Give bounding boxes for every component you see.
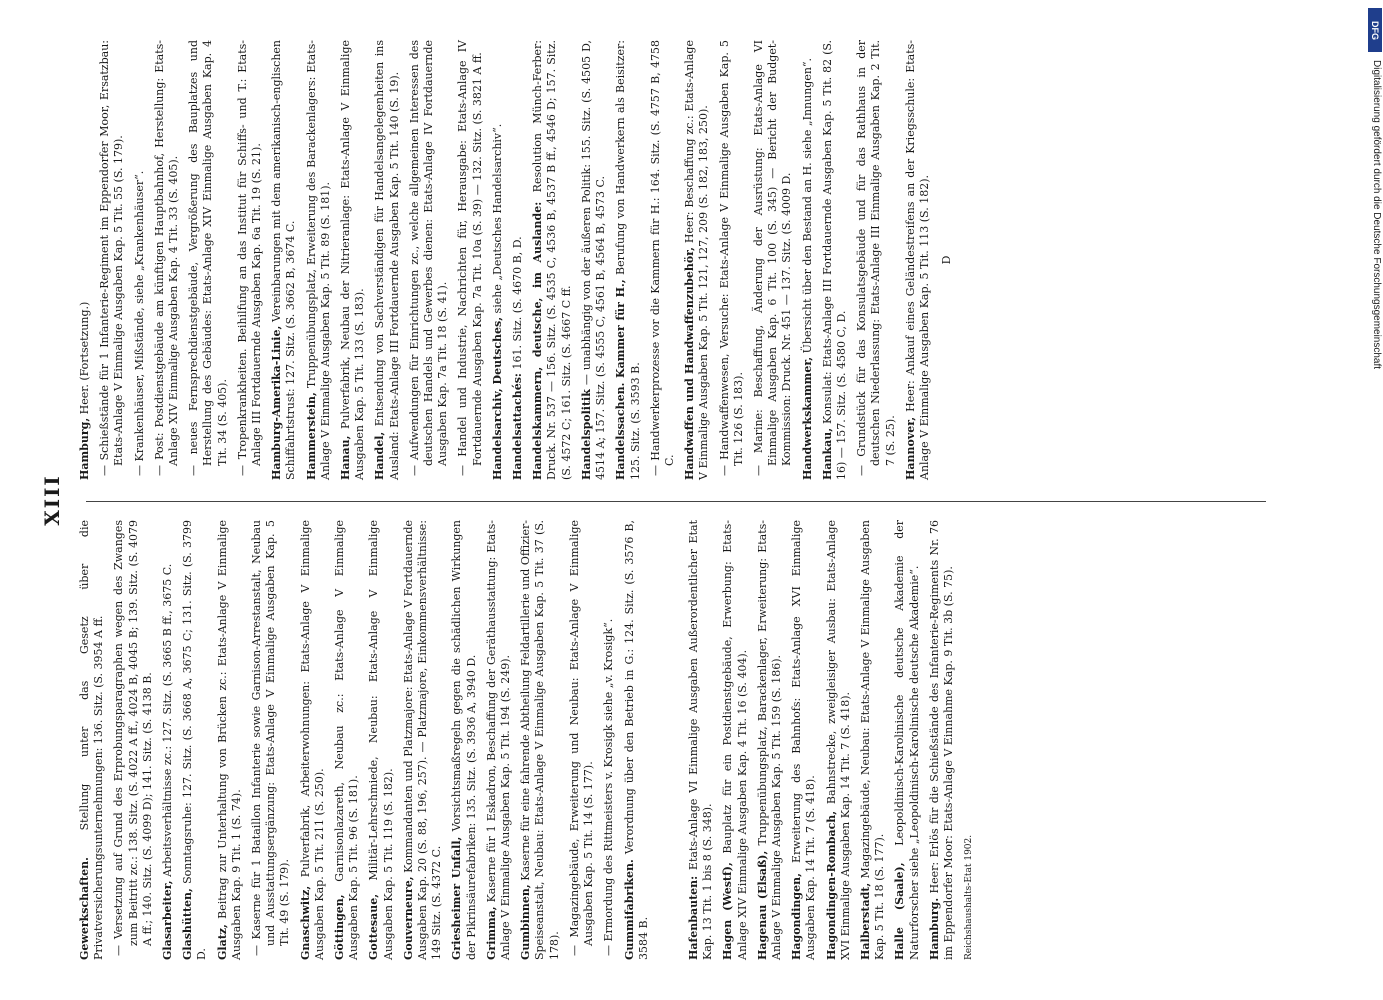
index-entry [78, 40, 92, 480]
entry-heading: Handwaffen und Handwaffenzubehör, [683, 247, 697, 480]
entry-heading: Halberstadt, [858, 882, 872, 960]
right-entries [78, 40, 932, 480]
index-entry [519, 520, 562, 960]
sub-entry: — Handwaffenwesen, Versuche: Etats-Anlage V Einmalige Ausgaben Kap. 5 Tit. 126 (S. 183). [718, 40, 746, 466]
entry-text: Sonntagsruhe: 127. Sitz. (S. 3668 A, 3675 C; 131. Sitz. (S. 3799 D. [181, 520, 209, 960]
index-entry [893, 520, 921, 960]
sub-entry: — Schießstände für 1 Infanterie-Regiment im Eppendorfer Moor, Ersatzbau: Etats-Anlage V Einmalige Ausgaben Kap. 5 Tit. 55 (S. 179). [98, 40, 126, 466]
index-entry [756, 520, 784, 960]
entry-heading: Handelsattachés: [511, 373, 525, 480]
rotated-page [28, 20, 1328, 980]
index-entry [373, 40, 401, 480]
entry-heading: Handelspolitik [579, 389, 593, 480]
entry-heading: Hagondingen-Rombach, [824, 810, 838, 960]
index-entry [402, 520, 445, 960]
left-column [78, 520, 976, 960]
entry-text: Stellung unter das Gesetz über die Privatversicherungsunternehmungen: 136. Sitz. (S. 3954 A ff. [78, 520, 106, 960]
sub-entry: — Kaserne für 1 Bataillon Infanterie sowie Garnison-Arrestanstalt, Neubau und Ausstattungsergänzung: Etats-Anlage V Einmalige Ausgaben Kap. 5 Tit. 49 (S. 179). [250, 520, 293, 946]
entry-heading: Griesheimer Unfall, [450, 836, 464, 960]
budget-footer: Reichshaushalts-Etat 1902. [964, 834, 975, 960]
index-entry [299, 520, 327, 960]
entry-heading: Gnaschwitz, [298, 885, 312, 960]
index-entry [78, 520, 106, 960]
entry-heading: Halle (Saale), [893, 862, 907, 960]
sub-entry: — Post: Postdienstgebäude am künftigen Hauptbahnhof, Herstellung: Etats-Anlage XIV Einmalige Ausgaben Kap. 4 Tit. 33 (S. 405). [153, 40, 181, 466]
sub-entry: — Ermordung des Rittmeisters v. Krosigk siehe „v. Krosigk“. [602, 520, 616, 946]
index-entry [801, 40, 815, 480]
entry-heading: Handwerkskammer, [800, 356, 814, 480]
entry-text: siehe „Deutsches Handelsarchiv“. [490, 123, 504, 314]
entry-heading: Hamburg, [78, 417, 91, 480]
sub-entry: — Versetzung auf Grund des Erprobungsparagraphen wegen des Zwanges zum Beitritt zc.: 138. Sitz. (S. 4022 A ff., 4024 B, 4045 B; 139. Sitz. (S. 4079 A ff.; 140. Sitz. (S. 4099 D); 141. Sitz. (S. 4138 B. [112, 520, 155, 946]
entry-heading: Gummifabriken. [622, 859, 636, 960]
index-entry [580, 40, 608, 480]
page-number: XIII [40, 474, 64, 526]
sub-entry: — neues Fernsprechdienstgebäude, Vergrößerung des Bauplatzes und Herstellung des Gebäudes: Etats-Anlage XIV Einmalige Ausgaben Kap. 4 Tit. 34 (S. 405). [187, 40, 230, 466]
entry-heading: Gewerkschaften. [78, 857, 91, 960]
index-entry [333, 520, 361, 960]
entry-heading: Göttingen, [333, 894, 347, 960]
entry-heading: Hagenau (Elsaß), [755, 850, 769, 960]
left-entries [78, 520, 956, 960]
entry-text: Bahnstrecke, zweigleisiger Ausbau: Etats-Anlage XVI Einmalige Ausgaben Kap. 14 Tit. 7 (S. 418). [824, 519, 852, 960]
margin-credit-text: Digitalisierung gefördert durch die Deutsche Forschungsgemeinschaft [1371, 60, 1382, 370]
margin-credit [1370, 60, 1382, 950]
dfg-logo: DFG [1368, 8, 1382, 52]
entry-text: Heer: Beschaffung zc.: Etats-Anlage V Einmalige Ausgaben Kap. 5 Tit. 121, 127, 209 (S. 182, 183, 250). [683, 40, 711, 480]
entry-text: Kommandanten und Platzmajore: Etats-Anlage V Fortdauernde Ausgaben Kap. 20 (S. 88, 196, 257). — Platzmajore, Einkommensverhältnisse: 149 Sitz. (S. 4372 C. [401, 520, 444, 960]
entry-text: Übersicht über den Bestand an H. siehe „Innungen“. [800, 57, 814, 354]
entry-text: 161. Sitz. (S. 4670 B, D. [511, 236, 525, 370]
entry-text: Verordnung über den Betrieb in G.: 124. Sitz. (S. 3576 B, 3584 B. [622, 520, 650, 960]
entry-text: Heer: Ankauf eines Geländestreifens an der Kriegsschule: Etats-Anlage V Einmalige Ausgaben Kap. 5 Tit. 113 (S. 182). [903, 40, 931, 480]
entry-text: Arbeitsverhältnisse zc.: 127. Sitz. (S. 3665 B ff., 3675 C. [161, 563, 175, 877]
entry-heading: Hamburg-Amerika-Linie, [270, 325, 284, 480]
entry-text: Truppenübungsplatz, Barackenlager, Erweiterung: Etats-Anlage V Einmalige Ausgaben Kap. 5 Tit. 159 (S. 186). [755, 520, 783, 960]
index-entry [531, 40, 574, 480]
index-entry [859, 520, 887, 960]
entry-heading: Hammerstein, [304, 392, 318, 480]
entry-text: Kaserne für 1 Eskadron, Beschaffung der Geräthausstattung: Etats-Anlage V Einmalige Ausgaben Kap. 5 Tit. 194 (S. 249). [484, 520, 513, 960]
column-divider [86, 501, 1266, 502]
index-entry [825, 520, 853, 960]
signature-mark: D [940, 255, 954, 265]
entry-text: Heer. (Fortsetzung.) [78, 301, 91, 415]
entry-text: Truppenübungsplatz, Erweiterung des Barackenlagers: Etats-Anlage V Einmalige Ausgaben Kap. 5 Tit. 89 (S. 181). [304, 39, 332, 480]
index-entry [181, 520, 209, 960]
right-column [78, 40, 954, 480]
index-entry [485, 520, 513, 960]
index-entry [216, 520, 244, 960]
entry-text: Bauplatz für ein Postdienstgebäude, Erwerbung: Etats-Anlage XIV Einmalige Ausgaben Kap. 4 Tit. 16 (S. 404). [721, 519, 749, 960]
entry-text: Pulverfabrik, Arbeiterwohnungen: Etats-Anlage V Einmalige Ausgaben Kap. 5 Tit. 211 (S. 250). [298, 520, 326, 960]
sub-entry: — Krankenhäuser, Mißstände, siehe „Krankenhäuser“. [133, 40, 147, 466]
sub-entry: — Grundstück für das Konsulatsgebäude und für das Rathhaus in der deutschen Niederlassung: Etats-Anlage III Einmalige Ausgaben Kap. 2 Tit. 7 (S. 25). [855, 40, 898, 466]
index-entry [367, 520, 395, 960]
sub-entry: — Tropenkrankheiten. Beihilfung an das Institut für Schiffs- und T.: Etats-Anlage III Fortdauernde Ausgaben Kap. 6a Tit. 19 (S. 21). [236, 40, 264, 466]
index-entry [683, 40, 711, 480]
entry-heading: Glatz, [215, 924, 229, 960]
entry-heading: Hankau, [820, 427, 834, 480]
entry-text: Heer: Erlös für die Schießstände des Infanterie-Regiments Nr. 76 im Eppendorfer Moor: Etats-Anlage V Einnahme Kap. 9 Tit. 3b (S. 75). [927, 519, 955, 960]
sub-entry: — Handwerkerprozesse vor die Kammern für H.: 164. Sitz. (S. 4757 B, 4758 C. [649, 40, 677, 466]
index-entry [491, 40, 505, 480]
index-entry [161, 520, 175, 960]
entry-text: Berufung von Handwerkern als Beisitzer: 125. Sitz. (S. 3593 B. [614, 39, 642, 480]
entry-heading: Hagondingen, [790, 873, 804, 960]
index-entry [511, 40, 525, 480]
entry-text: Entsendung von Sachverständigen für Handelsangelegenheiten ins Ausland: Etats-Anlage III Fortdauernde Ausgaben Kap. 5 Tit. 140 (S. 19). [373, 40, 401, 480]
entry-heading: Glashütten, [181, 888, 195, 960]
sub-entry: — Marine: Beschaffung, Änderung der Ausrüstung: Etats-Anlage VI Einmalige Ausgaben Kap. 6 Tit. 100 (S. 345) — Bericht der Budget-Kommission: Druck. Nr. 451 — 137. Sitz. (S. 4009 D. [752, 40, 795, 466]
index-entry [623, 520, 651, 960]
entry-heading: Gumbinnen, [519, 884, 533, 960]
index-entry [721, 520, 749, 960]
entry-text: Beitrag zur Unterhaltung von Brücken zc.: Etats-Anlage V Einmalige Ausgaben Kap. 9 Tit. 1 (S. 74). [215, 520, 243, 960]
index-entry [790, 520, 818, 960]
entry-heading: Hafenbauten: [686, 875, 700, 960]
entry-text: Garnisonlazareth, Neubau zc.: Etats-Anlage V Einmalige Ausgaben Kap. 5 Tit. 96 (S. 181). [333, 520, 361, 960]
entry-heading: Gottesaue, [367, 893, 381, 960]
entry-text: Konsulat: Etats-Anlage III Fortdauernde Ausgaben Kap. 5 Tit. 82 (S. 16) — 157. Sitz. (S. 4580 C, D. [820, 40, 848, 480]
index-entry [305, 40, 333, 480]
entry-heading: Handelskammern, deutsche, im Auslande: [531, 201, 545, 480]
entry-text: Vorsichtsmaßregeln gegen die schädlichen Wirkungen der Pikrinsäurefabriken: 135. Sitz. (S. 3936 A, 3940 D. [450, 519, 478, 960]
sub-entry: — Handel und Industrie, Nachrichten für, Herausgabe: Etats-Anlage IV Fortdauernde Ausgaben Kap. 7a Tit. 10a (S. 39) — 132. Sitz. (S. 3821 A ff. [456, 40, 484, 466]
entry-heading: Hagen (Westf), [721, 862, 735, 960]
entry-heading: Gouverneure, [401, 876, 415, 960]
entry-heading: Hamburg. [927, 897, 941, 960]
entry-heading: Handelsarchiv, Deutsches, [490, 316, 504, 480]
entry-text: Leopoldinisch-Karolinische deutsche Akademie der Naturforscher siehe „Leopoldinisch-Karolinische deutsche Akademie“. [893, 520, 921, 960]
index-entry [904, 40, 932, 480]
entry-heading: Handelssachen. Kammer für H., [614, 279, 628, 480]
entry-heading: Hannover, [903, 416, 917, 480]
entry-text: — unabhängig von der äußeren Politik: 155. Sitz. (S. 4505 D, 4514 A; 157. Sitz. (S. 4555 C, 4561 B, 4564 B, 4573 C. [579, 40, 608, 480]
entry-text: Magazingebäude, Neubau: Etats-Anlage V Einmalige Ausgaben Kap. 5 Tit. 18 (S. 177). [858, 520, 887, 960]
sub-entry: — Aufwendungen für Einrichtungen zc., welche allgemeinen Interessen des deutschen Handels und Gewerbes dienen: Etats-Anlage IV Fortdauernde Ausgaben Kap. 7a Tit. 18 (S. 41). [408, 40, 451, 466]
index-entry [821, 40, 849, 480]
entry-heading: Hanau, [339, 435, 353, 480]
entry-text: Militär-Lehrschmiede, Neubau: Etats-Anlage V Einmalige Ausgaben Kap. 5 Tit. 119 (S. 182). [367, 520, 395, 960]
entry-heading: Glasarbeiter, [161, 880, 175, 960]
entry-text: Erweiterung des Bahnhofs: Etats-Anlage XVI Einmalige Ausgaben Kap. 14 Tit. 7 (S. 418). [790, 519, 818, 960]
entry-text: Kaserne für eine fahrende Abtheilung Feldartillerie und Offizier-Speiseanstalt, Neubau: Etats-Anlage V Einmalige Ausgaben Kap. 5 Tit. 37 (S. 178). [519, 520, 561, 960]
entry-text: Vereinbarungen mit dem amerikanisch-englischen Schiffahrtstrust: 127. Sitz. (S. 3662 B, 3674 C. [270, 39, 298, 480]
index-entry [928, 520, 956, 960]
index-entry [450, 520, 478, 960]
entry-heading: Handel, [373, 431, 387, 480]
index-entry [687, 520, 715, 960]
entry-heading: Grimma, [484, 906, 498, 960]
entry-text: Pulverfabrik, Neubau der Nitrieranlage: Etats-Anlage V Einmalige Ausgaben Kap. 5 Tit. 133 (S. 183). [339, 40, 367, 480]
index-entry [270, 40, 298, 480]
entry-text: Resolution Münch-Ferber: Druck. Nr. 537 — 156. Sitz. (S. 4535 C, 4536 B, 4537 B ff., 4546 D; 157. Sitz. (S. 4572 C; 161. Sitz. (S. 4667 C ff. [531, 39, 573, 480]
entry-text: Etats-Anlage VI Einmalige Ausgaben Außerordentlicher Etat Kap. 13 Tit. 1 bis 8 (S. 348). [686, 520, 715, 960]
index-entry [614, 40, 642, 480]
sub-entry: — Magazingebäude, Erweiterung und Neubau: Etats-Anlage V Einmalige Ausgaben Kap. 5 Tit. 14 (S. 177). [568, 520, 596, 946]
index-entry [339, 40, 367, 480]
